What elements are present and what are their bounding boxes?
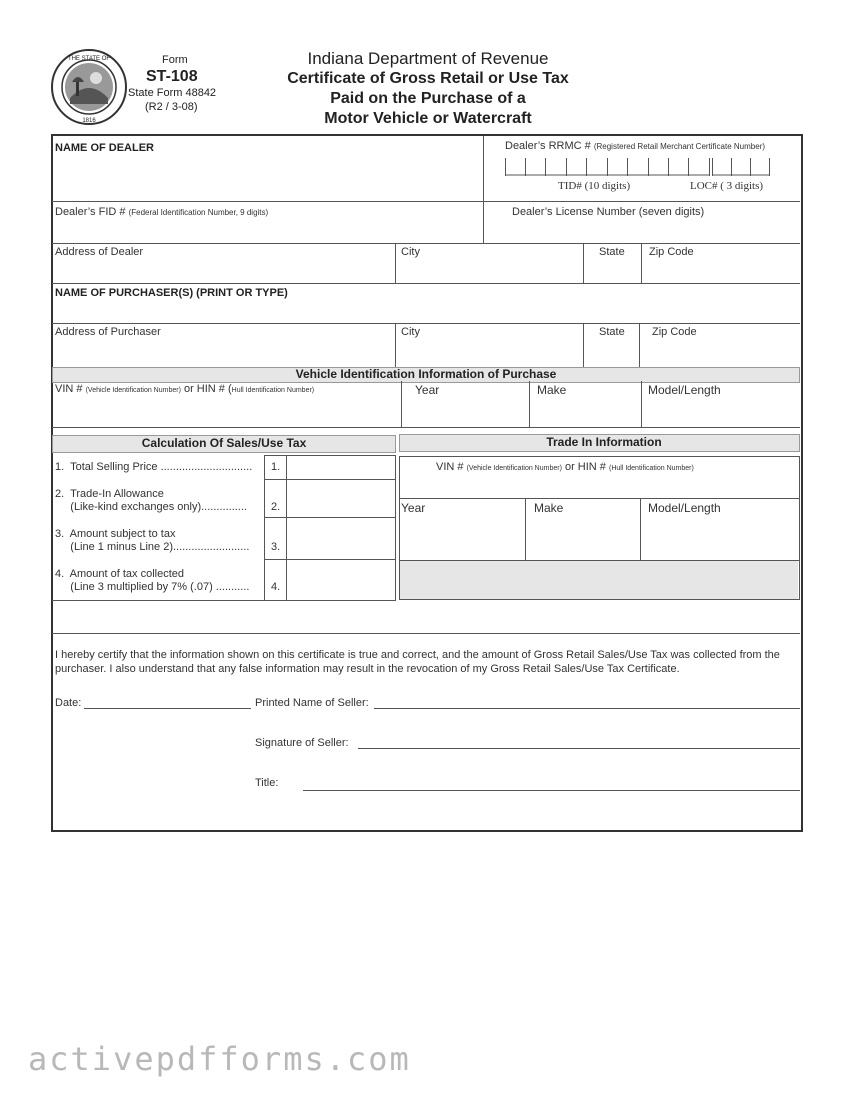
dealer-name-field[interactable] [55,158,479,198]
divider [52,283,800,284]
divider [399,456,799,457]
divider [264,455,265,600]
printed-name-underline [374,708,800,709]
svg-text:1816: 1816 [82,118,96,124]
line-4-label-cont: (Line 3 multiplied by 7% (.07) ........... [55,581,250,593]
trade-in-model-field[interactable] [644,516,796,558]
line-2-number: 2. [271,501,281,513]
divider [52,633,800,634]
hin-note: Hull Identification Number) [231,387,315,394]
title-underline [303,790,800,791]
hin-label-text: or HIN # [561,461,609,473]
trade-in-year-field[interactable] [402,516,522,558]
divider [641,243,642,283]
signature-label: Signature of Seller: [255,737,349,749]
divider [401,381,402,427]
dealer-zip-field[interactable] [645,260,795,280]
form-title-line-2: Paid on the Purchase of a [330,90,526,107]
fid-label [55,206,268,218]
line-2-label: 2. Trade-In Allowance [55,488,164,500]
tid-boxes-graphic [505,158,710,176]
hin-label-text: or HIN # ( [180,383,232,395]
loc-digit-boxes[interactable] [712,158,770,176]
watermark: activepdfforms.com [28,1040,411,1078]
calculation-section-title: Calculation Of Sales/Use Tax [141,436,307,450]
divider [639,323,640,367]
certification-text: I hereby certify that the information shown on this certificate is true and correct, and the amount of Gross Retail Sales/Use Tax was collected from the purchaser. I also understand that any false information may result in the revocation of my Gross Retail Sales/Use Tax Certificate. [55,649,780,675]
dealer-city-label: City [401,246,420,258]
state-seal [50,48,128,126]
divider [399,498,799,499]
dealer-fid-field[interactable] [55,220,479,240]
line-1-number: 1. [271,461,281,473]
purchaser-name-field[interactable] [55,301,795,321]
printed-name-label: Printed Name of Seller: [255,697,369,709]
trade-in-make-field[interactable] [529,516,637,558]
line-3-number: 3. [271,541,281,553]
purchaser-zip-field[interactable] [645,340,795,364]
trade-in-vin-label [436,461,694,473]
divider [583,323,584,367]
vehicle-vin-label [55,383,314,395]
divider [264,455,395,456]
fid-label-text: Dealer’s FID # [55,206,129,218]
vehicle-year-field[interactable] [405,398,525,426]
dealer-name-label: NAME OF DEALER [55,142,154,154]
printed-name-field[interactable] [374,694,798,708]
divider [264,559,395,560]
vehicle-model-field[interactable] [645,398,795,426]
vehicle-year-label: Year [415,383,440,397]
divider [52,201,800,202]
purchaser-city-label: City [401,326,420,338]
svg-text:THE STATE OF: THE STATE OF [67,56,111,62]
tid-digit-boxes[interactable] [505,158,710,176]
signature-field[interactable] [358,732,798,748]
divider [483,136,484,243]
vin-label-text: VIN # [436,461,467,473]
license-label: Dealer’s License Number (seven digits) [512,206,705,218]
dealer-state-label: State [599,246,625,258]
purchaser-state-field[interactable] [587,340,637,364]
loc-boxes-graphic [712,158,770,176]
tax-collected-field[interactable] [288,561,393,599]
line-1-label: 1. Total Selling Price .............................. [55,461,253,473]
divider [264,517,395,518]
title-label: Title: [255,777,279,789]
purchaser-zip-label: Zip Code [652,326,697,338]
date-label: Date: [55,697,82,709]
date-underline [84,708,251,709]
purchaser-name-label: NAME OF PURCHASER(S) (PRINT OR TYPE) [55,287,288,299]
signature-underline [358,748,800,749]
divider [395,243,396,283]
revision: (R2 / 3-08) [145,101,198,113]
divider [264,479,395,480]
seal-icon [50,48,128,126]
rrmc-note: (Registered Retail Merchant Certificate Number) [593,142,766,151]
form-title-line-3: Motor Vehicle or Watercraft [324,110,532,127]
form-word: Form [162,54,188,66]
divider [583,243,584,283]
department-name: Indiana Department of Revenue [307,49,549,68]
divider [52,323,800,324]
date-field[interactable] [84,694,251,708]
trade-in-model-label: Model/Length [648,501,721,515]
divider [395,323,396,367]
vin-label-text: VIN # [55,383,86,395]
trade-in-year-label: Year [401,501,426,515]
dealer-address-field[interactable] [55,260,391,280]
line-3-label-cont: (Line 1 minus Line 2)......................... [55,541,250,553]
form-number: ST-108 [146,68,198,85]
trade-in-section-title: Trade In Information [546,435,662,449]
state-form-number: State Form 48842 [128,87,217,99]
vehicle-vin-field[interactable] [55,398,395,426]
divider [286,455,287,600]
dealer-license-field[interactable] [487,220,797,240]
divider [529,381,530,427]
line-2-label-cont: (Like-kind exchanges only)............... [55,501,247,513]
vehicle-model-label: Model/Length [648,383,721,397]
trade-in-make-label: Make [534,501,564,515]
line-4-number: 4. [271,581,281,593]
vehicle-make-field[interactable] [533,398,638,426]
tid-label: TID# (10 digits) [558,180,631,192]
form-title-line-1: Certificate of Gross Retail or Use Tax [287,70,569,87]
total-selling-price-field[interactable] [288,457,393,478]
line-3-label: 3. Amount subject to tax [55,528,176,540]
loc-label: LOC# ( 3 digits) [690,180,764,192]
vin-note: (Vehicle Identification Number) [466,465,562,472]
hin-note: (Hull Identification Number) [608,465,694,472]
divider [525,498,526,560]
trade-in-shaded-area [400,561,798,599]
dealer-city-field[interactable] [399,260,579,280]
divider [52,427,800,428]
rrmc-label-text: Dealer’s RRMC # [505,140,594,152]
divider [52,243,800,244]
amount-subject-to-tax-field[interactable] [288,519,393,558]
purchaser-city-field[interactable] [399,340,579,364]
trade-in-allowance-field[interactable] [288,481,393,516]
rrmc-label [505,140,765,152]
purchaser-state-label: State [599,326,625,338]
divider [640,498,641,560]
line-4-label: 4. Amount of tax collected [55,568,185,580]
trade-in-vin-field[interactable] [402,475,796,497]
vin-note: (Vehicle Identification Number) [85,387,181,394]
dealer-state-field[interactable] [587,260,637,280]
purchaser-address-label: Address of Purchaser [55,326,161,338]
divider [641,381,642,427]
dealer-zip-label: Zip Code [649,246,694,258]
vehicle-make-label: Make [537,383,567,397]
purchaser-address-field[interactable] [55,340,391,364]
title-field[interactable] [303,774,798,790]
vehicle-section-title: Vehicle Identification Information of Purchase [295,367,557,381]
dealer-address-label: Address of Dealer [55,246,144,258]
fid-note: (Federal Identification Number, 9 digits) [128,208,269,217]
